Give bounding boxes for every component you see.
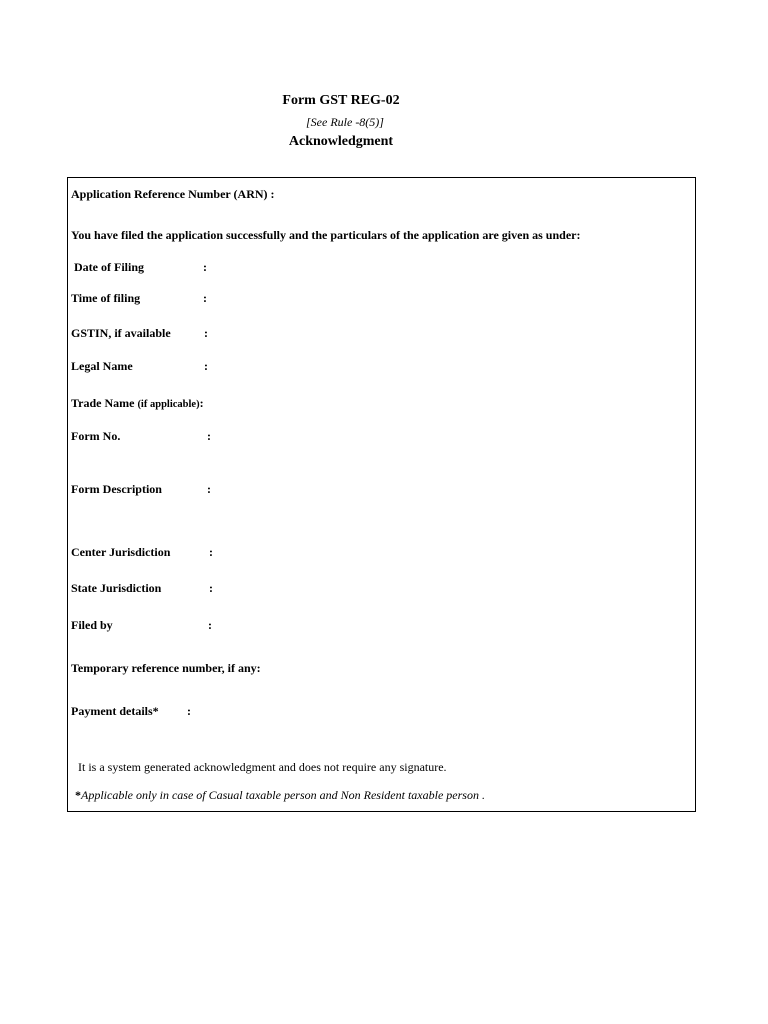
applicable-note-period: . [481, 788, 485, 802]
trade-name-colon: : [199, 396, 204, 410]
trade-name-suffix: (if applicable) [137, 399, 200, 410]
applicable-note [75, 788, 485, 803]
form-description-colon: : [207, 482, 211, 496]
filed-by-colon: : [208, 618, 212, 632]
filed-by-label: Filed by [71, 618, 113, 632]
gstin-label: GSTIN, if available [71, 326, 171, 340]
legal-name-label: Legal Name [71, 359, 133, 373]
arn-label: Application Reference Number (ARN) : [71, 187, 275, 201]
trade-name-row [71, 396, 204, 411]
trade-name-label: Trade Name [71, 396, 135, 410]
time-of-filing-row [71, 291, 207, 306]
temp-ref-label: Temporary reference number, if any: [71, 661, 261, 675]
applicable-note-text: Applicable only in case of Casual taxable person and Non Resident taxable person [81, 788, 479, 802]
center-jurisdiction-colon: : [209, 545, 213, 559]
date-of-filing-colon: : [203, 260, 207, 274]
gstin-colon: : [204, 326, 208, 340]
center-jurisdiction-row [71, 545, 213, 560]
acknowledgment-form [67, 177, 696, 812]
form-no-label: Form No. [71, 429, 121, 443]
payment-details-row [71, 704, 191, 719]
filed-by-row [71, 618, 212, 633]
payment-details-label: Payment details* [71, 704, 159, 718]
state-jurisdiction-colon: : [209, 581, 213, 595]
intro-text: You have filed the application successfully and the particulars of the application are given as under: [71, 228, 581, 242]
state-jurisdiction-row [71, 581, 213, 596]
time-of-filing-label: Time of filing [71, 291, 141, 305]
form-description-label: Form Description [71, 482, 162, 496]
form-title: Form GST REG-02 [282, 93, 400, 108]
gstin-row [71, 326, 208, 341]
legal-name-colon: : [204, 359, 208, 373]
asterisk-mark: * [75, 788, 81, 802]
form-description-row [71, 482, 211, 497]
acknowledgment-heading: Acknowledgment [288, 134, 394, 149]
payment-details-colon: : [187, 704, 191, 718]
date-of-filing-row [74, 260, 207, 275]
legal-name-row [71, 359, 208, 374]
system-generated-note: It is a system generated acknowledgment and does not require any signature. [78, 760, 447, 774]
form-no-colon: : [207, 429, 211, 443]
state-jurisdiction-label: State Jurisdiction [71, 581, 162, 595]
date-of-filing-label: Date of Filing [74, 260, 144, 274]
time-of-filing-colon: : [203, 291, 207, 305]
rule-reference: [See Rule -8(5)] [306, 115, 384, 129]
form-no-row [71, 429, 211, 444]
center-jurisdiction-label: Center Jurisdiction [71, 545, 171, 559]
